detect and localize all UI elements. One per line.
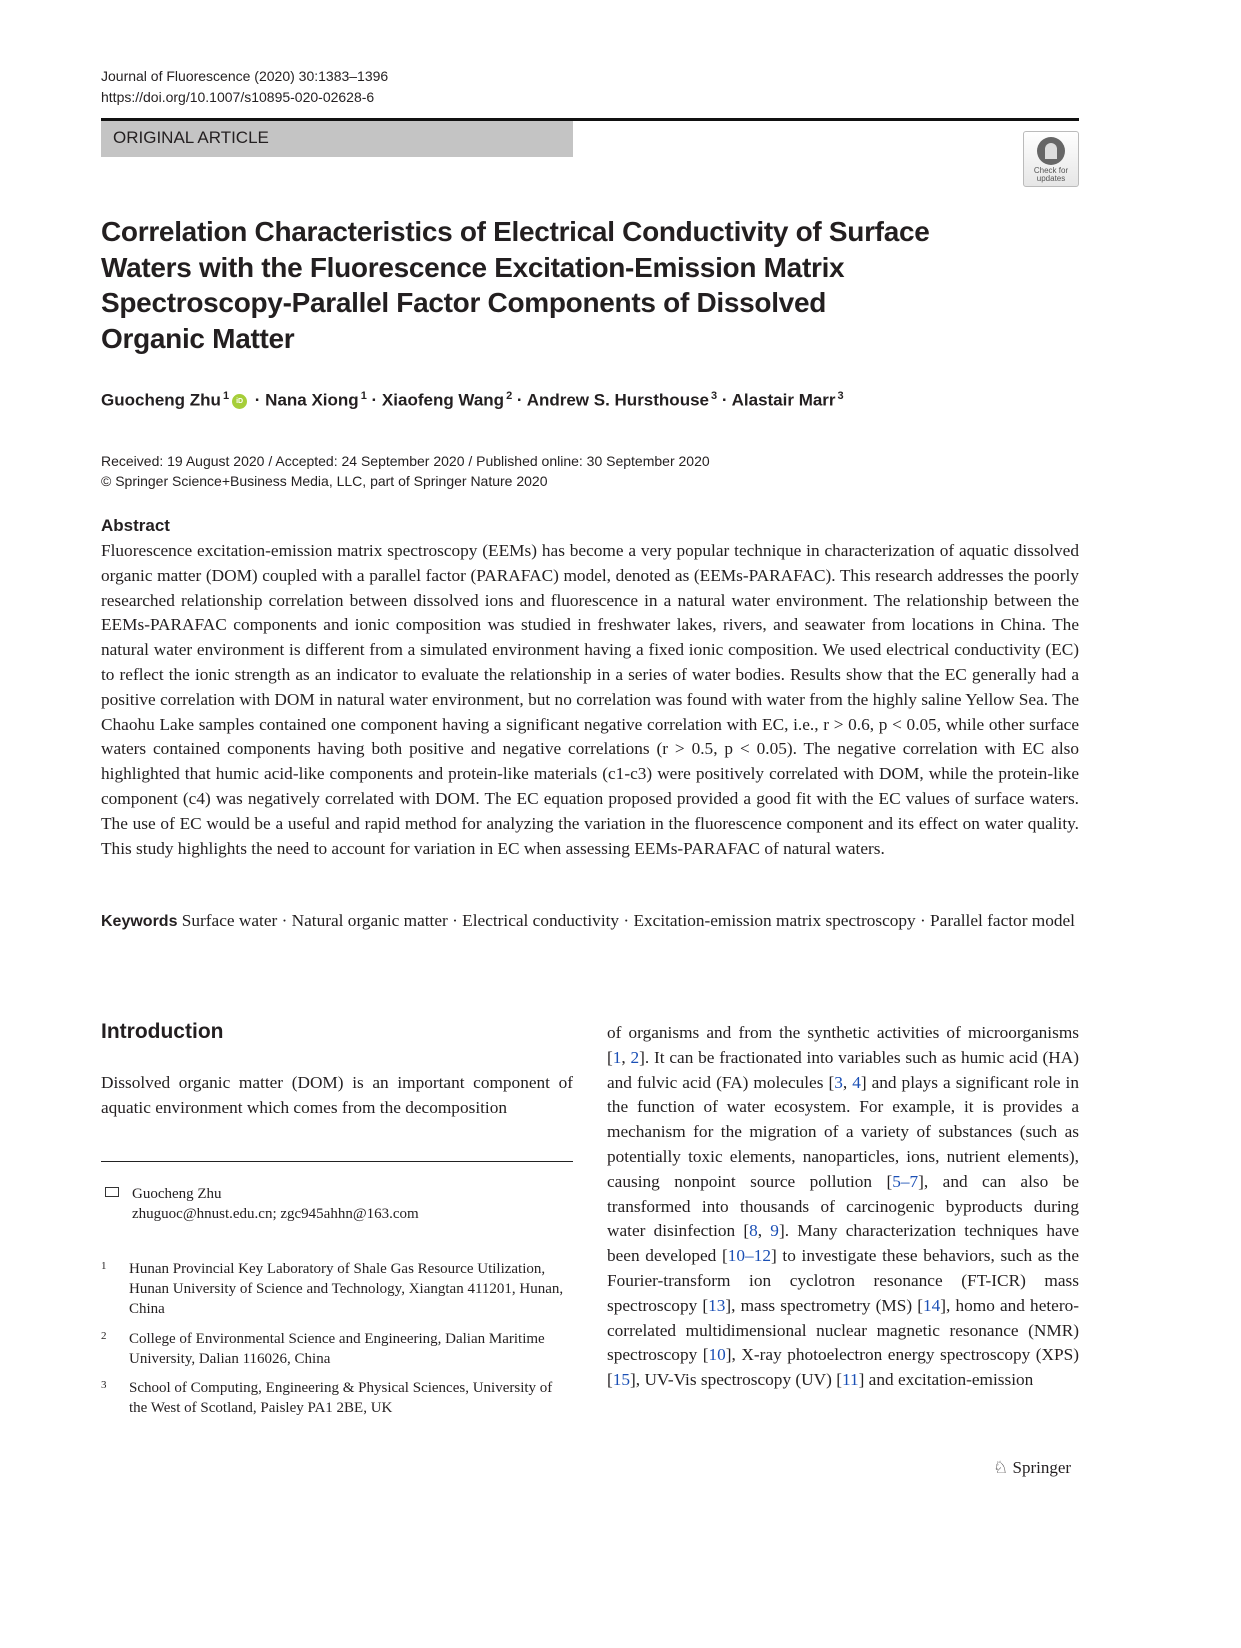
title-line: Spectroscopy-Parallel Factor Components of Dissolved xyxy=(101,287,827,318)
body-text: ]. It can be fractionated into variables such as humic acid (HA) and fulvic acid (FA) molecules [ xyxy=(607,1047,1079,1092)
abstract-heading: Abstract xyxy=(101,516,170,535)
citation-link[interactable]: 15 xyxy=(612,1370,631,1390)
body-text: ], X-ray photoelectron energy spectroscopy (XPS) [ xyxy=(607,1345,1079,1390)
citation-link[interactable]: 9 xyxy=(770,1221,779,1241)
bookmark-icon xyxy=(1037,137,1065,165)
corresponding-email[interactable]: zhuguoc@hnust.edu.cn; zgc945ahhn@163.com xyxy=(132,1206,419,1222)
introduction-right-text xyxy=(607,1021,1079,1393)
citation-link[interactable]: 1 xyxy=(612,1047,622,1067)
corresponding-author xyxy=(101,1184,573,1224)
body-text: , xyxy=(621,1047,631,1067)
body-text: ] and plays a significant role in the function of water ecosystem. For example, it is provides a mechanism for the migration of a variety of substances (such as potentially toxic elements, nanoparticles, ions, nutrient elements), causing nonpoint source pollution [ xyxy=(607,1072,1079,1191)
affiliation-text: Hunan Provincial Key Laboratory of Shale Gas Resource Utilization, Hunan University of Science and Technology, Xiangtan 411201, Hunan, China xyxy=(129,1261,564,1317)
body-text: ] and excitation-emission xyxy=(858,1370,1034,1390)
affiliation-number: 2 xyxy=(101,1330,107,1342)
citation-link[interactable]: 10–12 xyxy=(727,1246,771,1266)
citation-link[interactable]: 5–7 xyxy=(892,1171,919,1191)
check-updates-label: Check for updates xyxy=(1033,166,1069,183)
author-affiliation: 3 xyxy=(837,390,844,402)
citation-link[interactable]: 3 xyxy=(834,1072,843,1092)
body-text: , xyxy=(757,1221,771,1241)
author-affiliation: 1 xyxy=(222,390,230,402)
body-text: ]. Many characterization techniques have been developed [ xyxy=(607,1221,1079,1266)
affiliation-number: 1 xyxy=(101,1260,107,1272)
author-affiliation: 3 xyxy=(711,390,718,402)
citation-link[interactable]: 2 xyxy=(630,1047,640,1067)
affiliation-text: School of Computing, Engineering & Physical Sciences, University of the West of Scotland, Paisley PA1 2BE, UK xyxy=(129,1380,553,1416)
affiliation xyxy=(101,1378,573,1418)
affiliation-text: College of Environmental Science and Engineering, Dalian Maritime University, Dalian 116026, China xyxy=(129,1331,545,1367)
citation-link[interactable]: 13 xyxy=(708,1295,726,1315)
doi-link[interactable]: https://doi.org/10.1007/s10895-020-02628-6 xyxy=(101,89,375,105)
citation-link[interactable]: 8 xyxy=(749,1221,758,1241)
copyright: © Springer Science+Business Media, LLC, part of Springer Nature 2020 xyxy=(101,473,548,489)
article-type-banner: ORIGINAL ARTICLE xyxy=(101,121,573,157)
introduction-left-text: Dissolved organic matter (DOM) is an important component of aquatic environment which comes from the decomposition xyxy=(101,1073,573,1117)
body-text: ], UV-Vis spectroscopy (UV) [ xyxy=(630,1370,842,1390)
author-list: Guocheng Zhu $^1$ iD · Nana Xiong $^1$ · Xiaofeng Wang $^2$ · Andrew S. Hursthouse $^3$ · Alastair Marr $^3$ xyxy=(101,390,844,410)
envelope-icon xyxy=(105,1187,119,1197)
author-name[interactable]: Guocheng Zhu xyxy=(101,390,221,410)
abstract-text: Fluorescence excitation-emission matrix spectroscopy (EEMs) has become a very popular technique in characterization of aquatic dissolved organic matter (DOM) coupled with a parallel factor (PARAFAC) model, denoted as (EEMs-PARAFAC). This research addresses the poorly researched relationship correlation between dissolved ions and fluorescence in a natural water environment. The relationship between the EEMs-PARAFAC components and ionic composition was studied in freshwater lakes, rivers, and seawater from locations in China. The natural water environment is different from a simulated environment having a fixed ionic composition. We used electrical conductivity (EC) to reflect the ionic strength as an indicator to evaluate the relationship in a series of water bodies. Results show that the EC generally had a positive correlation with DOM in natural water environment, but no correlation was found with water from the highly saline Yellow Sea. The Chaohu Lake samples contained one component having a significant negative correlation with EC, i.e., r > 0.6, p < 0.05, while other surface waters contained components having both positive and negative correlations (r > 0.5, p < 0.05). The negative correlation with EC also highlighted that humic acid-like components and protein-like materials (c1-c3) were positively correlated with DOM, while the protein-like component (c4) was negatively correlated with DOM. The EC equation proposed provided a good fit with the EC values of surface waters. The use of EC would be a useful and rapid method for analyzing the variation in the fluorescence component and its effect on water quality. This study highlights the need to account for variation in EC when assessing EEMs-PARAFAC of natural waters. xyxy=(101,541,1079,858)
keywords xyxy=(101,909,1079,935)
body-text: of organisms and from the synthetic activities of microorganisms [ xyxy=(607,1023,1079,1067)
affiliation xyxy=(101,1259,573,1319)
publisher-logo xyxy=(993,1458,1071,1478)
publisher-name: Springer xyxy=(1012,1458,1072,1477)
footnote-rule xyxy=(101,1161,573,1162)
springer-horse-icon: ♘ xyxy=(993,1458,1009,1477)
author-name[interactable]: Xiaofeng Wang xyxy=(381,390,505,410)
citation-link[interactable]: 11 xyxy=(841,1370,859,1390)
body-text: ], homo and hetero-correlated multidimensional nuclear magnetic resonance (NMR) spectroscopy [ xyxy=(607,1295,1079,1365)
keywords-label: Keywords xyxy=(101,913,178,930)
author-name[interactable]: Nana Xiong xyxy=(265,390,359,410)
body-text: , xyxy=(842,1072,853,1092)
running-header xyxy=(101,66,388,108)
author-name[interactable]: Alastair Marr xyxy=(731,390,836,410)
citation-link[interactable]: 4 xyxy=(852,1072,861,1092)
check-for-updates-button[interactable] xyxy=(1023,131,1079,187)
title-line: Waters with the Fluorescence Excitation-Emission Matrix xyxy=(101,251,845,283)
affiliation-number: 3 xyxy=(101,1379,107,1391)
corresponding-name: Guocheng Zhu xyxy=(132,1186,222,1202)
keywords-list: Surface water · Natural organic matter · Electrical conductivity · Excitation-emission matrix spectroscopy · Parallel factor model xyxy=(181,911,1075,930)
introduction-heading: Introduction xyxy=(101,1020,224,1043)
author-name[interactable]: Andrew S. Hursthouse xyxy=(526,390,709,410)
paper-title xyxy=(101,214,981,356)
journal-citation: Journal of Fluorescence (2020) 30:1383–1396 xyxy=(101,68,389,84)
body-text: ], mass spectrometry (MS) [ xyxy=(725,1295,923,1315)
affiliation xyxy=(101,1329,573,1369)
publication-dates: Received: 19 August 2020 / Accepted: 24 September 2020 / Published online: 30 September 2020 xyxy=(101,453,710,469)
publication-info xyxy=(101,451,710,491)
title-line: Organic Matter xyxy=(101,322,295,354)
author-affiliation: 2 xyxy=(506,390,513,402)
title-line: Correlation Characteristics of Electrical Conductivity of Surface xyxy=(101,216,930,247)
citation-link[interactable]: 10 xyxy=(708,1345,726,1365)
orcid-icon[interactable]: iD xyxy=(232,394,247,409)
body-text: ] to investigate these behaviors, such as the Fourier-transform ion cyclotron resonance (FT-ICR) mass spectroscopy [ xyxy=(607,1246,1079,1315)
author-affiliation: 1 xyxy=(360,390,367,402)
body-text: ], and can also be transformed into thousands of carcinogenic byproducts during water disinfection [ xyxy=(607,1171,1080,1241)
citation-link[interactable]: 14 xyxy=(923,1295,941,1315)
